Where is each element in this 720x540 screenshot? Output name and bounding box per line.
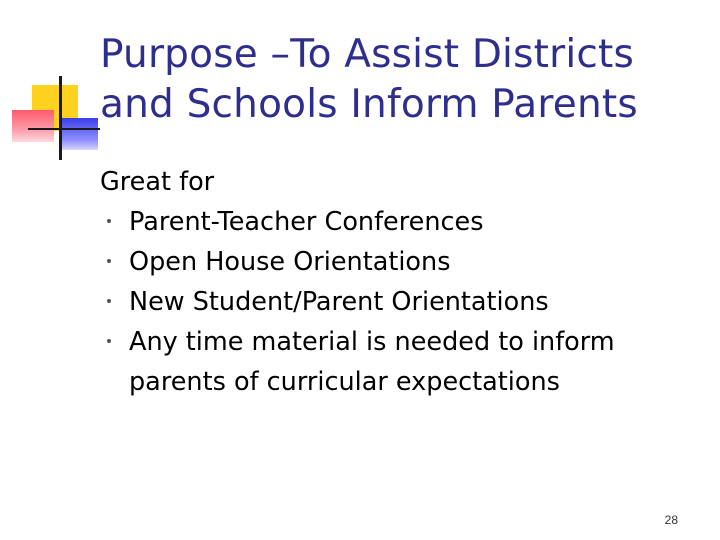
bullet-list	[100, 202, 710, 402]
bullet-dot-icon	[107, 219, 111, 223]
bullet-text: Parent-Teacher Conferences	[129, 207, 484, 237]
page-number: 28	[664, 513, 678, 527]
slide-title-line-2: and Schools Inform Parents	[100, 82, 638, 127]
slide-body	[100, 162, 710, 402]
blue-square	[62, 118, 98, 150]
slide-title-line-1: Purpose –To Assist Districts	[100, 32, 635, 77]
colored-squares-logo-icon	[0, 0, 100, 170]
bullet-dot-icon	[107, 339, 111, 343]
vertical-line	[59, 76, 62, 160]
lead-text: Great for	[100, 167, 215, 197]
list-item	[100, 282, 710, 322]
red-square	[12, 110, 54, 142]
bullet-dot-icon	[107, 299, 111, 303]
horizontal-line	[28, 128, 100, 130]
list-item	[100, 242, 710, 282]
list-item	[100, 202, 710, 242]
slide-title	[100, 30, 710, 130]
bullet-dot-icon	[107, 259, 111, 263]
bullet-text: New Student/Parent Orientations	[129, 287, 549, 317]
bullet-text: Any time material is needed to inform parents of curricular expectations	[129, 327, 615, 397]
bullet-text: Open House Orientations	[129, 247, 451, 277]
list-item	[100, 322, 710, 402]
